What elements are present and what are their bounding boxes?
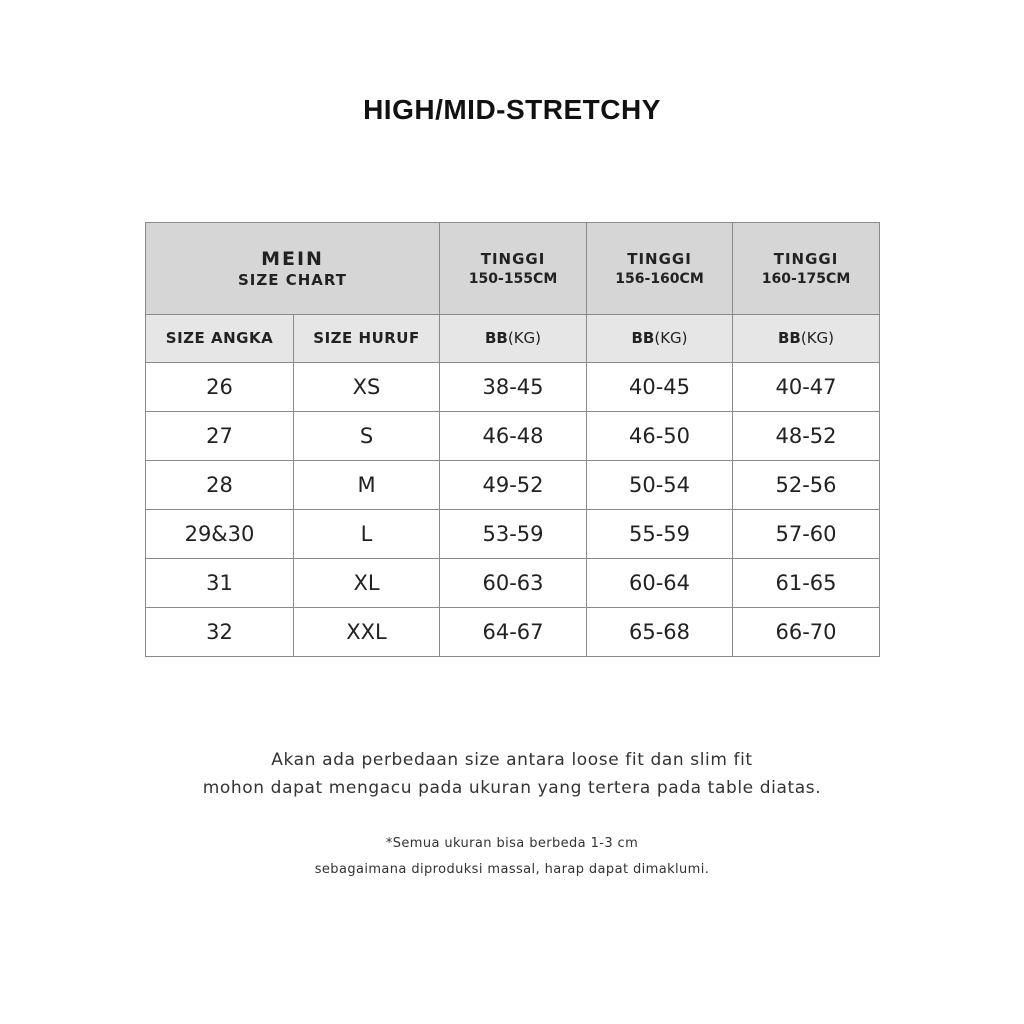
size-number-cell: 28 [146,461,294,510]
height-label: TINGGI [773,249,839,268]
brand-header-cell [146,223,440,315]
weight-cell: 60-63 [440,559,587,608]
weight-cell: 48-52 [733,412,880,461]
brand-name: MEIN [261,247,324,270]
size-chart-table [145,222,880,657]
size-letter-cell: XS [294,363,440,412]
fit-note [0,746,1024,802]
brand-subtitle: SIZE CHART [238,270,348,289]
weight-cell: 46-48 [440,412,587,461]
table-row [146,608,880,657]
size-letter-cell: M [294,461,440,510]
height-label: TINGGI [480,249,546,268]
weight-cell: 60-64 [587,559,733,608]
disclaimer-line-1: *Semua ukuran bisa berbeda 1-3 cm [385,836,639,851]
weight-cell: 64-67 [440,608,587,657]
weight-header-1: BB(KG) [440,315,587,363]
weight-cell: 55-59 [587,510,733,559]
size-letter-cell: XL [294,559,440,608]
weight-cell: 53-59 [440,510,587,559]
weight-cell: 61-65 [733,559,880,608]
weight-header-3: BB(KG) [733,315,880,363]
size-number-header: SIZE ANGKA [146,315,294,363]
table-row [146,559,880,608]
weight-cell: 38-45 [440,363,587,412]
weight-cell: 52-56 [733,461,880,510]
height-range: 156-160CM [615,270,704,287]
table-subheader-row [146,315,880,363]
weight-header-2: BB(KG) [587,315,733,363]
size-number-cell: 31 [146,559,294,608]
weight-cell: 40-47 [733,363,880,412]
height-header-cell-2 [587,223,733,315]
disclaimer-note [0,831,1024,883]
table-row [146,461,880,510]
table-row [146,510,880,559]
size-number-cell: 29&30 [146,510,294,559]
weight-cell: 40-45 [587,363,733,412]
weight-cell: 57-60 [733,510,880,559]
weight-cell: 46-50 [587,412,733,461]
size-number-cell: 27 [146,412,294,461]
weight-cell: 66-70 [733,608,880,657]
disclaimer-line-2: sebagaimana diproduksi massal, harap dapat dimaklumi. [314,862,710,877]
weight-cell: 65-68 [587,608,733,657]
weight-cell: 50-54 [587,461,733,510]
page-title: HIGH/MID-STRETCHY [363,94,661,125]
height-header-cell-3 [733,223,880,315]
table-header-row [146,223,880,315]
fit-note-line-2: mohon dapat mengacu pada ukuran yang tertera pada table diatas. [202,778,822,798]
size-letter-cell: S [294,412,440,461]
table-row [146,412,880,461]
height-label: TINGGI [627,249,692,268]
size-letter-cell: L [294,510,440,559]
size-letter-cell: XXL [294,608,440,657]
size-number-cell: 26 [146,363,294,412]
table-row [146,363,880,412]
fit-note-line-1: Akan ada perbedaan size antara loose fit dan slim fit [271,750,753,770]
height-range: 150-155CM [468,270,558,287]
size-number-cell: 32 [146,608,294,657]
size-letter-header: SIZE HURUF [294,315,440,363]
weight-cell: 49-52 [440,461,587,510]
height-header-cell-1 [440,223,587,315]
height-range: 160-175CM [761,270,851,287]
